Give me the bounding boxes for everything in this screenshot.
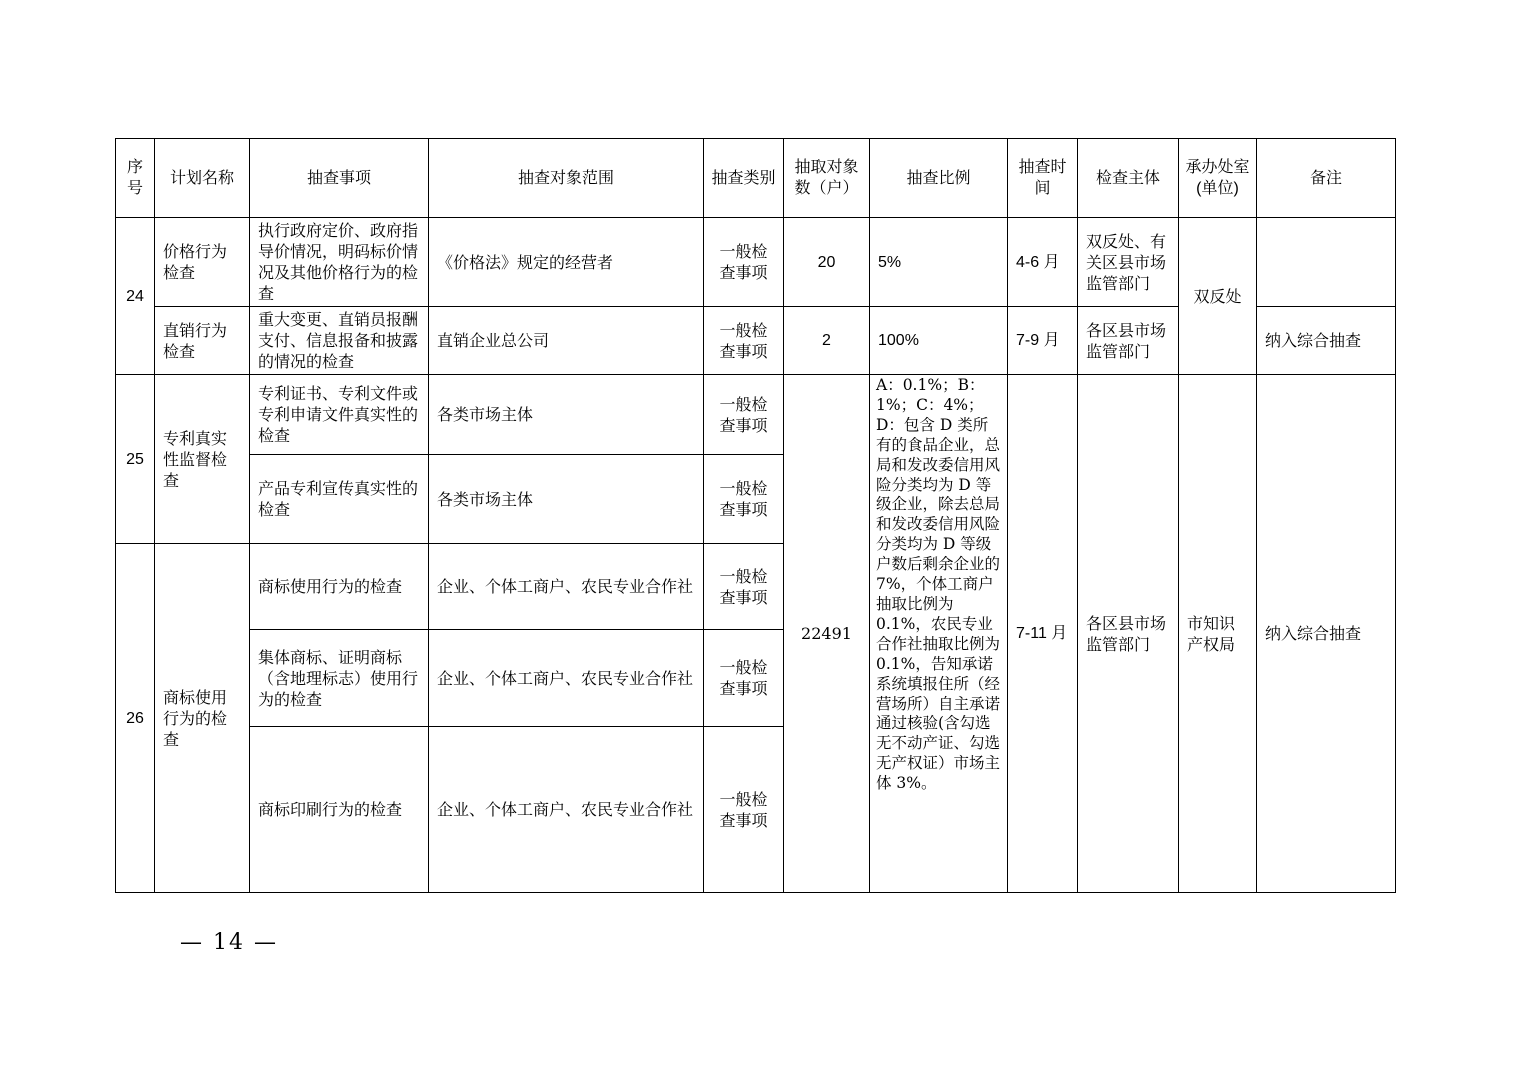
header-type: 抽查类别: [704, 139, 784, 218]
item-cell: 集体商标、证明商标（含地理标志）使用行为的检查: [250, 630, 429, 727]
note-cell: 纳入综合抽查: [1257, 307, 1396, 375]
header-row: [116, 139, 1396, 218]
plan-cell: 价格行为检查: [155, 218, 250, 307]
plan-cell: 商标使用行为的检查: [155, 544, 250, 893]
header-count: 抽取对象数（户）: [784, 139, 870, 218]
count-cell: 2: [784, 307, 870, 375]
header-ratio: 抽查比例: [870, 139, 1008, 218]
scope-cell: 企业、个体工商户、农民专业合作社: [429, 630, 704, 727]
type-cell: 一般检查事项: [704, 455, 784, 544]
table-row: [116, 218, 1396, 307]
time-cell: 7-11 月: [1008, 375, 1078, 893]
item-cell: 商标印刷行为的检查: [250, 727, 429, 893]
item-cell: 商标使用行为的检查: [250, 544, 429, 630]
item-cell: 专利证书、专利文件或专利申请文件真实性的检查: [250, 375, 429, 455]
header-dept: 承办处室(单位): [1179, 139, 1257, 218]
item-cell: 产品专利宣传真实性的检查: [250, 455, 429, 544]
item-cell: 重大变更、直销员报酬支付、信息报备和披露的情况的检查: [250, 307, 429, 375]
scope-cell: 各类市场主体: [429, 455, 704, 544]
plan-cell: 直销行为检查: [155, 307, 250, 375]
plan-cell: 专利真实性监督检查: [155, 375, 250, 544]
type-cell: 一般检查事项: [704, 544, 784, 630]
scope-cell: 各类市场主体: [429, 375, 704, 455]
ratio-cell: 100%: [870, 307, 1008, 375]
header-scope: 抽查对象范围: [429, 139, 704, 218]
seq-cell: 25: [116, 375, 155, 544]
type-cell: 一般检查事项: [704, 375, 784, 455]
dept-cell: 市知识产权局: [1179, 375, 1257, 893]
subject-cell: 各区县市场监管部门: [1078, 375, 1179, 893]
table-row: [116, 375, 1396, 455]
ratio-cell: A：0.1%；B：1%；C：4%；D：包含 D 类所有的食品企业，总局和发改委信用风险分类均为 D 等级企业，除去总局和发改委信用风险分类均为 D 等级户数后剩余企业的 7%，个体工商户抽取比例为 0.1%，农民专业合作社抽取比例为 0.1%，告知承诺系统填报住所（经营场所）自主承诺通过核验(含勾选无不动产证、勾选无产权证）市场主体 3%。: [870, 375, 1008, 893]
seq-cell: 26: [116, 544, 155, 893]
type-cell: 一般检查事项: [704, 630, 784, 727]
note-cell: [1257, 218, 1396, 307]
scope-cell: 《价格法》规定的经营者: [429, 218, 704, 307]
time-cell: 4-6 月: [1008, 218, 1078, 307]
scope-cell: 企业、个体工商户、农民专业合作社: [429, 727, 704, 893]
time-cell: 7-9 月: [1008, 307, 1078, 375]
header-seq: 序号: [116, 139, 155, 218]
type-cell: 一般检查事项: [704, 218, 784, 307]
item-cell: 执行政府定价、政府指导价情况，明码标价情况及其他价格行为的检查: [250, 218, 429, 307]
page-number: — 14 —: [180, 930, 278, 955]
subject-cell: 各区县市场监管部门: [1078, 307, 1179, 375]
type-cell: 一般检查事项: [704, 307, 784, 375]
inspection-plan-table: [115, 138, 1396, 893]
count-cell: 20: [784, 218, 870, 307]
seq-cell: 24: [116, 218, 155, 375]
scope-cell: 企业、个体工商户、农民专业合作社: [429, 544, 704, 630]
scope-cell: 直销企业总公司: [429, 307, 704, 375]
header-subject: 检查主体: [1078, 139, 1179, 218]
header-time: 抽查时间: [1008, 139, 1078, 218]
header-plan: 计划名称: [155, 139, 250, 218]
dept-cell: 双反处: [1179, 218, 1257, 375]
note-cell: 纳入综合抽查: [1257, 375, 1396, 893]
count-cell: 22491: [784, 375, 870, 893]
type-cell: 一般检查事项: [704, 727, 784, 893]
header-item: 抽查事项: [250, 139, 429, 218]
ratio-cell: 5%: [870, 218, 1008, 307]
subject-cell: 双反处、有关区县市场监管部门: [1078, 218, 1179, 307]
header-note: 备注: [1257, 139, 1396, 218]
